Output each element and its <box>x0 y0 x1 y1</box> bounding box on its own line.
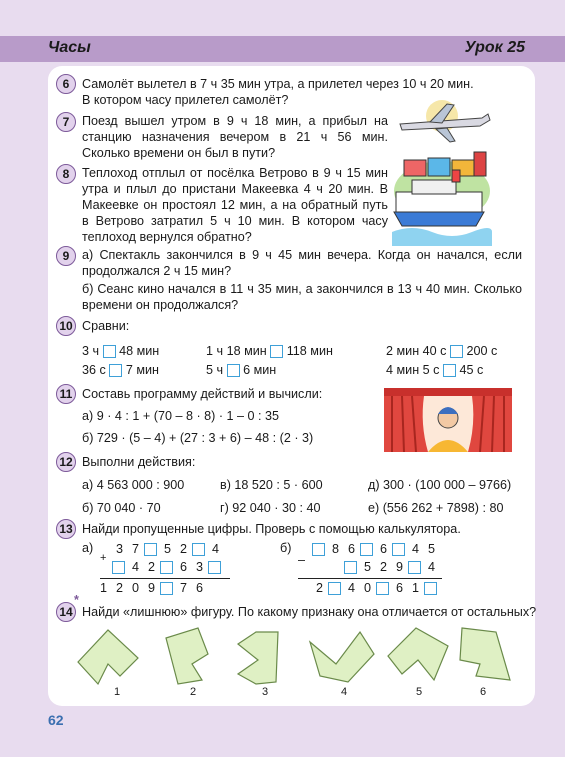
compare-item: 36 с 7 мин <box>82 363 159 377</box>
ex10-title: Сравни: <box>82 319 130 333</box>
answer-box[interactable] <box>227 364 240 377</box>
compare-item: 4 мин 5 с 45 с <box>386 363 484 377</box>
figure-6 <box>460 628 510 680</box>
exercise-card: 6 Самолёт вылетел в 7 ч 35 мин утра, а прилетел через 10 ч 20 мин. В котором часу прилетел самолёт? 7 Поезд вышел утром в 9 ч 18 мин, а прибыл на станцию назначения вечером в 21 ч 56 мин. Сколько времени он был в пути? 8 Теплоход отплыл от посёлка Ветрово в 9 ч 15 мин утра и плыл до пристани Макеевка 4 ч 20 мин. В Макеевке он простоял 12 мин, а на обратный путь в Ветрово затратил 5 ч 10 мин. В котором часу теплоход вернулся обратно? 9 а) Спектакль закончился в 9 ч 45 мин вечера. Когда он начался, если продолжался 2 ч 15 мин? б) Сеанс кино начался в 11 ч 35 мин, а закончился в 13 ч 40 мин. Сколько времени он продолжался? 10 Сравни: 3 ч 48 мин 1 ч 18 мин 118 мин 2 мин 40 с 200 с 36 с 7 мин 5 ч 6 мин 4 мин 5 с 45 с 11 Составь программу действий и вычисли: а) 9 · 4 : 1 + (70 – 8 · 8) · 1 – 0 : 35 б) 729 · (5 – 4) + (27 : 3 + 6) – 48 : (2 · 3) 12 Выполни действия: а) 4 563 000 : 900 в) 18 520 : 5 · 600 д) 300 · (100 000 – 9766) б) 70 040 · 70 г) 92 040 · 30 : 40 е) (556 262 + 7898) : 80 13 Найди пропущенные цифры. Проверь с помощью калькулятора. а) + 3 7 5 2 4 4 2 6 3 1 2 0 9 7 6 б) – 8 6 6 4 5 5 2 9 4 2 4 0 6 1 * 14 Найди «лишнюю» фигуру. По какому признаку она отличается от остальных? 1 2 3 4 5 6 <box>48 66 535 706</box>
exercise-number-6: 6 <box>56 74 76 94</box>
figure-label: 3 <box>262 686 269 698</box>
ex6-line1: Самолёт вылетел в 7 ч 35 мин утра, а прилетел через 10 ч 20 мин. <box>82 77 474 91</box>
ex14-title: Найди «лишнюю» фигуру. По какому признаку она отличается от остальных? <box>82 605 537 619</box>
plane-train-ship-illustration <box>392 96 492 246</box>
sum-line <box>100 578 230 579</box>
figure-5 <box>388 628 448 680</box>
answer-box[interactable] <box>450 345 463 358</box>
compare-item: 5 ч 6 мин <box>206 363 277 377</box>
ex7-text: Поезд вышел утром в 9 ч 18 мин, а прибыл на станцию назначения вечером в 21 ч 56 мин. Сколько времени он был в пути? <box>82 114 388 160</box>
ex11-b: б) 729 · (5 – 4) + (27 : 3 + 6) – 48 : (2 · 3) <box>82 431 314 445</box>
exercise-number-11: 11 <box>56 384 76 404</box>
ex12-item: д) 300 · (100 000 – 9766) <box>368 478 512 492</box>
label-a: а) <box>82 541 94 555</box>
exercise-number-14: 14 <box>56 602 76 622</box>
figure-label: 5 <box>416 686 423 698</box>
answer-box[interactable] <box>312 543 325 556</box>
ex12-item: е) (556 262 + 7898) : 80 <box>368 501 504 515</box>
ex12-item: а) 4 563 000 : 900 <box>82 478 185 492</box>
answer-box[interactable] <box>160 582 173 595</box>
answer-box[interactable] <box>344 561 357 574</box>
ex6-line2: В котором часу прилетел самолёт? <box>82 93 289 107</box>
exercise-number-12: 12 <box>56 452 76 472</box>
figure-3 <box>238 632 278 684</box>
plus-sign: + <box>100 552 107 564</box>
ex12-item: в) 18 520 : 5 · 600 <box>220 478 323 492</box>
exercise-number-13: 13 <box>56 519 76 539</box>
compare-item: 2 мин 40 с 200 с <box>386 344 498 358</box>
exercise-number-9: 9 <box>56 246 76 266</box>
ex8-text: Теплоход отплыл от посёлка Ветрово в 9 ч 15 мин утра и плыл до пристани Макеевка 4 ч 20 мин. В Макеевке он простоял 12 мин, а на обратный путь в Ветрово затратил 5 ч 10 мин. В котором часу теплоход вернулся обратно? <box>82 166 388 244</box>
minus-sign: – <box>298 553 306 567</box>
ex9-a: а) Спектакль закончился в 9 ч 45 мин вечера. Когда он начался, если продолжался 2 ч 15 мин? <box>82 248 522 278</box>
figures-row <box>68 624 518 688</box>
label-b: б) <box>280 541 292 555</box>
topic-title: Часы <box>48 39 91 56</box>
answer-box[interactable] <box>208 561 221 574</box>
compare-item: 3 ч 48 мин <box>82 344 160 358</box>
figure-4 <box>310 632 374 682</box>
ex12-item: б) 70 040 · 70 <box>82 501 161 515</box>
figure-label: 6 <box>480 686 487 698</box>
ex9-b: б) Сеанс кино начался в 11 ч 35 мин, а закончился в 13 ч 40 мин. Сколько времени он продолжался? <box>82 282 522 312</box>
star-mark: * <box>74 593 79 607</box>
answer-box[interactable] <box>109 364 122 377</box>
difference-line <box>298 578 442 579</box>
figure-1 <box>78 630 138 684</box>
header-bar <box>0 36 565 62</box>
compare-item: 1 ч 18 мин 118 мин <box>206 344 333 358</box>
answer-box[interactable] <box>443 364 456 377</box>
figure-label: 2 <box>190 686 197 698</box>
exercise-number-10: 10 <box>56 316 76 336</box>
ex13-title: Найди пропущенные цифры. Проверь с помощью калькулятора. <box>82 522 461 536</box>
lesson-title: Урок 25 <box>464 39 525 56</box>
exercise-number-8: 8 <box>56 164 76 184</box>
answer-box[interactable] <box>103 345 116 358</box>
answer-box[interactable] <box>112 561 125 574</box>
theater-curtain-illustration <box>384 388 512 452</box>
answer-box[interactable] <box>270 345 283 358</box>
answer-box[interactable] <box>160 561 173 574</box>
answer-box[interactable] <box>376 582 389 595</box>
answer-box[interactable] <box>424 582 437 595</box>
ex12-item: г) 92 040 · 30 : 40 <box>220 501 321 515</box>
ex12-title: Выполни действия: <box>82 455 196 469</box>
answer-box[interactable] <box>144 543 157 556</box>
exercise-number-7: 7 <box>56 112 76 132</box>
answer-box[interactable] <box>392 543 405 556</box>
figure-label: 4 <box>341 686 348 698</box>
answer-box[interactable] <box>408 561 421 574</box>
answer-box[interactable] <box>192 543 205 556</box>
page-number: 62 <box>48 712 64 728</box>
ex11-a: а) 9 · 4 : 1 + (70 – 8 · 8) · 1 – 0 : 35 <box>82 409 280 423</box>
answer-box[interactable] <box>328 582 341 595</box>
figure-2 <box>166 628 208 684</box>
answer-box[interactable] <box>360 543 373 556</box>
figure-label: 1 <box>114 686 121 698</box>
ex11-title: Составь программу действий и вычисли: <box>82 387 323 401</box>
